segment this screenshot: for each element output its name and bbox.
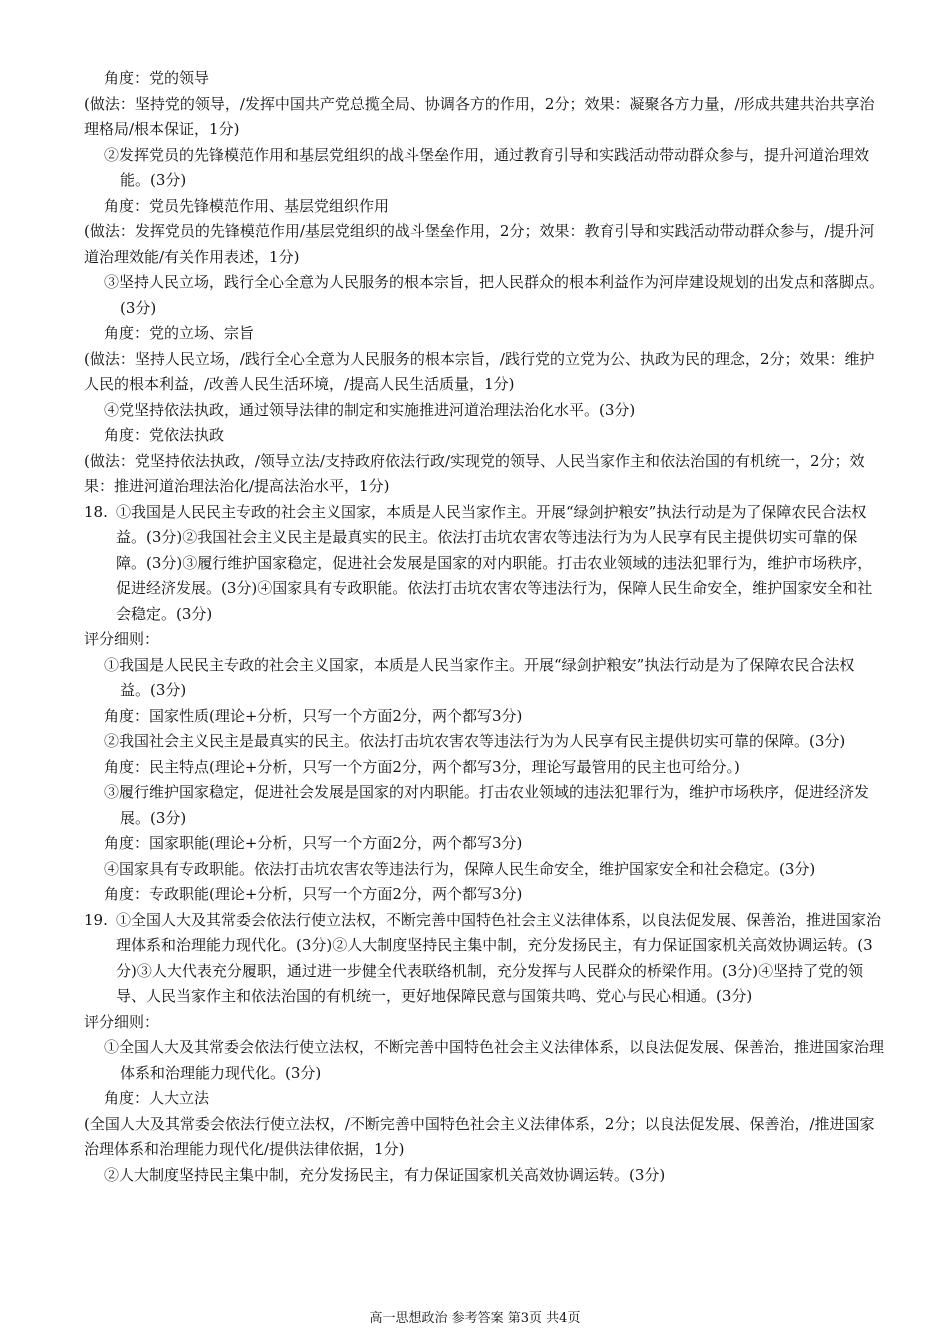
answer-point: ①全国人大及其常委会依法行使立法权，不断完善中国特色社会主义法律体系，以良法促发展、保善治，推进国家治理体系和治理能力现代化。(3分) (104, 1038, 885, 1082)
answer-point: ②我国社会主义民主是最真实的民主。依法打击坑农害农等违法行为为人民享有民主提供切实可靠的保障。(3分) (104, 732, 846, 750)
page-footer: 高一思想政治 参考答案 第3页 共4页 (369, 1311, 581, 1326)
question-number: 19. (84, 910, 108, 929)
answer-point: ③履行维护国家稳定，促进社会发展是国家的对内职能。打击农业领域的违法犯罪行为，维护市场秩序，促进经济发展。(3分) (104, 783, 870, 827)
scoring-angle: 角度：民主特点(理论+分析，只写一个方面2分，两个都写3分，理论写最管用的民主也可给分。) (104, 757, 740, 776)
scoring-angle: 角度：党依法执政 (104, 426, 225, 444)
scoring-angle: 角度：党的立场、宗旨 (104, 324, 255, 342)
question-answer-text: ①我国是人民民主专政的社会主义国家，本质是人民当家作主。开展“绿剑护粮安”执法行动是为了保障农民合法权益。(3分)②我国社会主义民主是最真实的民主。依法打击坑农害农等违法行为为人民享有民主提供切实可靠的保障。(3分)③履行维护国家稳定，促进社会发展是国家的对内职能。打击农业领域的违法犯罪行为，维护市场秩序，促进经济发展。(3分)④国家具有专政职能。依法打击坑农害农等违法行为，保障人民生命安全，维护国家安全和社会稳定。(3分) (116, 502, 873, 623)
scoring-note: (做法：发挥党员的先锋模范作用/基层党组织的战斗堡垒作用，2分；效果：教育引导和实践活动带动群众参与，/提升河道治理效能/有关作用表述，1分) (84, 222, 875, 266)
scoring-note: (做法：坚持党的领导，/发挥中国共产党总揽全局、协调各方的作用，2分；效果：凝聚各方力量，/形成共建共治共享治理格局/根本保证，1分) (84, 94, 875, 138)
scoring-angle: 角度：党的领导 (104, 69, 210, 87)
answer-point: ③坚持人民立场，践行全心全意为人民服务的根本宗旨，把人民群众的根本利益作为河岸建设规划的出发点和落脚点。(3分) (104, 273, 885, 317)
scoring-angle: 角度：人大立法 (104, 1089, 210, 1107)
scoring-rules-heading: 评分细则： (84, 630, 160, 648)
scoring-note: (做法：党坚持依法执政，/领导立法/支持政府依法行政/实现党的领导、人民当家作主和依法治国的有机统一，2分；效果：推进河道治理法治化/提高法治水平，1分) (84, 451, 865, 495)
answer-point: ②人大制度坚持民主集中制，充分发扬民主，有力保证国家机关高效协调运转。(3分) (104, 1165, 666, 1184)
answer-point: ②发挥党员的先锋模范作用和基层党组织的战斗堡垒作用，通过教育引导和实践活动带动群众参与，提升河道治理效能。(3分) (104, 145, 870, 189)
answer-point: ④党坚持依法执政，通过领导法律的制定和实施推进河道治理法治化水平。(3分) (104, 400, 636, 419)
scoring-note: (做法：坚持人民立场，/践行全心全意为人民服务的根本宗旨，/践行党的立党为公、执政为民的理念，2分；效果：维护人民的根本利益，/改善人民生活环境，/提高人民生活质量，1分) (84, 349, 875, 393)
scoring-angle: 角度：国家性质(理论+分析，只写一个方面2分，两个都写3分) (104, 706, 523, 725)
question-answer-text: ①全国人大及其常委会依法行使立法权，不断完善中国特色社会主义法律体系，以良法促发展、保善治，推进国家治理体系和治理能力现代化。(3分)②人大制度坚持民主集中制，充分发扬民主，有力保证国家机关高效协调运转。(3分)③人大代表充分履职，通过进一步健全代表联络机制，充分发挥与人民群众的桥梁作用。(3分)④坚持了党的领导、人民当家作主和依法治国的有机统一，更好地保障民意与国策共鸣、党心与民心相通。(3分) (116, 910, 882, 1005)
answer-content (84, 66, 884, 1188)
question-answer (84, 500, 884, 628)
scoring-rules-heading: 评分细则： (84, 1012, 160, 1031)
answer-point: ①我国是人民民主专政的社会主义国家，本质是人民当家作主。开展“绿剑护粮安”执法行动是为了保障农民合法权益。(3分) (104, 655, 855, 699)
answer-point: ④国家具有专政职能。依法打击坑农害农等违法行为，保障人民生命安全，维护国家安全和社会稳定。(3分) (104, 859, 816, 878)
scoring-angle: 角度：党员先锋模范作用、基层党组织作用 (104, 196, 390, 215)
scoring-note: (全国人大及其常委会依法行使立法权，/不断完善中国特色社会主义法律体系，2分；以良法促发展、保善治，/推进国家治理体系和治理能力现代化/提供法律依据，1分) (84, 1114, 875, 1158)
scoring-angle: 角度：国家职能(理论+分析，只写一个方面2分，两个都写3分) (104, 834, 523, 852)
question-answer (84, 908, 884, 1010)
scoring-angle: 角度：专政职能(理论+分析，只写一个方面2分，两个都写3分) (104, 885, 523, 903)
question-number: 18. (84, 502, 108, 521)
